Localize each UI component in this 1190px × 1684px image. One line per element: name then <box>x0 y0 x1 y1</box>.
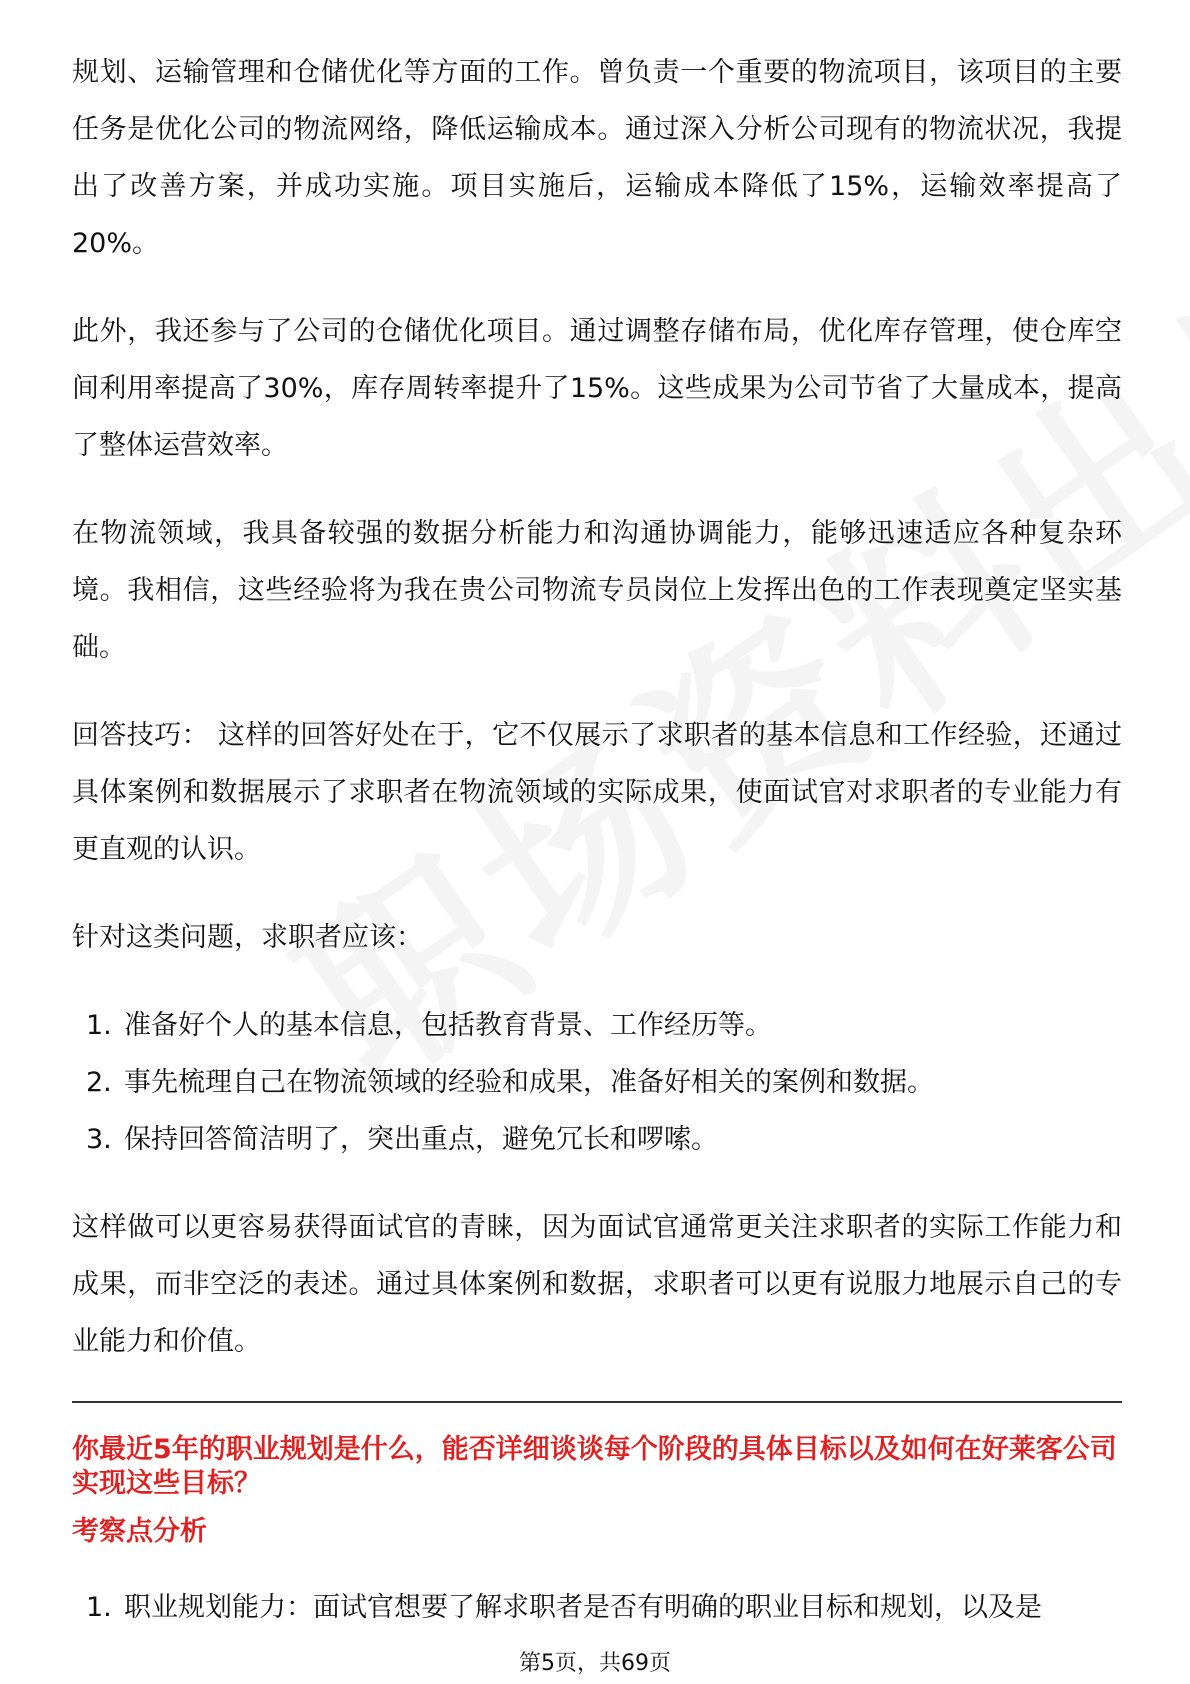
paragraph-warehouse: 此外，我还参与了公司的仓储优化项目。通过调整存储布局，优化库存管理，使仓库空间利用率提高了30%，库存周转率提升了15%。这些成果为公司节省了大量成本，提高了整体运营效率。 <box>72 316 1122 461</box>
paragraph-closing: 这样做可以更容易获得面试官的青睐，因为面试官通常更关注求职者的实际工作能力和成果，而非空泛的表述。通过具体案例和数据，求职者可以更有说服力地展示自己的专业能力和价值。 <box>72 1212 1122 1357</box>
list-item-number: 1. <box>86 1592 112 1623</box>
list-item-number: 3. <box>86 1124 112 1155</box>
tips-list <box>72 997 1122 1168</box>
list-item-number: 1. <box>86 1010 112 1041</box>
paragraph-answer-tips: 回答技巧： 这样的回答好处在于，它不仅展示了求职者的基本信息和工作经验，还通过具体案例和数据展示了求职者在物流领域的实际成果，使面试官对求职者的专业能力有更直观的认识。 <box>72 720 1122 865</box>
list-item-text: 准备好个人的基本信息，包括教育背景、工作经历等。 <box>124 1010 772 1041</box>
paragraph-skills: 在物流领域，我具备较强的数据分析能力和沟通协调能力，能够迅速适应各种复杂环境。我相信，这些经验将为我在贵公司物流专员岗位上发挥出色的工作表现奠定坚实基础。 <box>72 518 1122 663</box>
analysis-heading: 考察点分析 <box>72 1516 207 1547</box>
page-footer: 第5页，共69页 <box>0 1648 1190 1684</box>
section-divider <box>72 1401 1122 1403</box>
list-item <box>72 997 1122 1054</box>
page-content <box>72 44 1122 1636</box>
list-item <box>72 1579 1122 1636</box>
list-item <box>72 1111 1122 1168</box>
list-item-text: 事先梳理自己在物流领域的经验和成果，准备好相关的案例和数据。 <box>124 1067 934 1098</box>
list-item-text: 保持回答简洁明了，突出重点，避免冗长和啰嗦。 <box>124 1124 718 1155</box>
list-item-number: 2. <box>86 1067 112 1098</box>
list-item <box>72 1054 1122 1111</box>
paragraph-experience: 规划、运输管理和仓储优化等方面的工作。曾负责一个重要的物流项目，该项目的主要任务是优化公司的物流网络，降低运输成本。通过深入分析公司现有的物流状况，我提出了改善方案，并成功实施。项目实施后，运输成本降低了15%，运输效率提高了20%。 <box>72 57 1122 259</box>
list-item-text: 职业规划能力：面试官想要了解求职者是否有明确的职业目标和规划，以及是 <box>124 1592 1042 1623</box>
interview-question: 你最近5年的职业规划是什么，能否详细谈谈每个阶段的具体目标以及如何在好莱客公司实现这些目标？ <box>72 1434 1117 1499</box>
paragraph-advice-intro: 针对这类问题，求职者应该： <box>72 922 423 953</box>
